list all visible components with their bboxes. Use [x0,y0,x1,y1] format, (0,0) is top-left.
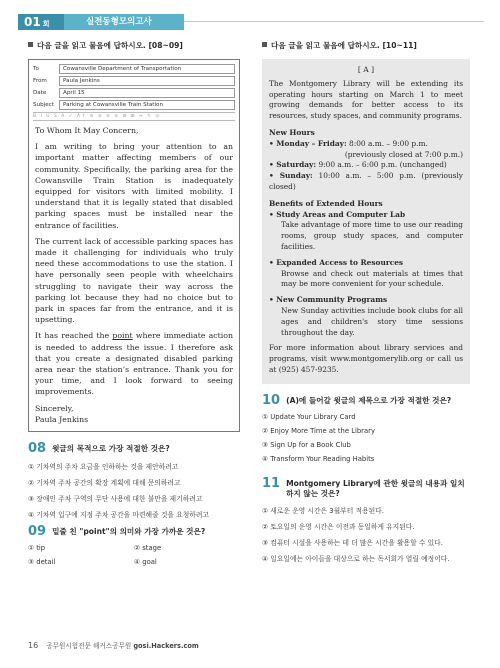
email-paragraph-2: The current lack of accessible parking spaces has made it challenging for individuals who truly need these accommodations to use the station. I have personally seen people with wheelchairs struggling to navigate their way across the parking lot because they had no choice but to park in spaces far from the entrance, and it is upsetting. [35,236,233,325]
email-subject-row: Subject Parking at Cowansville Train Station [33,100,235,110]
underlined-word-point: point [112,331,133,341]
benefits-heading: Benefits of Extended Hours [269,198,383,208]
email-toolbar: B I U S A ✓ A↑ ≡ ≡ ≡ ≡ ⊟ ⊞ ↔ ✎ ◎ [33,112,235,121]
hours-saturday: • Saturday: 9:00 a.m. – 6:00 p.m. (unchanged) [269,160,447,170]
option-2[interactable]: ② Enjoy More Time at the Library [262,426,375,435]
question-10-options [262,413,470,463]
question-text: Montgomery Library에 관한 윗글의 내용과 일치하지 않는 것은? [286,478,465,498]
email-headers [29,60,239,110]
email-from-row: From Paula Jenkins [33,76,235,86]
benefit-2-text: Browse and check out materials at times that may be more convenient for your schedule. [281,268,463,289]
email-date-row: Date April 15 [33,88,235,98]
benefit-1-text: Take advantage of more time to use our reading rooms, group study spaces, and computer facilities. [281,220,463,251]
question-text: 밑줄 친 "point"의 의미와 가장 가까운 것은? [52,527,206,537]
right-column [262,40,470,569]
blank-a-heading: [ A ] [357,65,375,74]
question-09 [28,525,240,538]
option-3[interactable]: ③ Sign Up for a Book Club [262,440,351,449]
page-header [0,14,500,30]
question-number: 08 [28,441,47,457]
header-rule [184,21,484,22]
option-1[interactable]: ① 새로운 운영 시간은 3월부터 적용된다. [262,506,384,515]
question-08-options [28,461,240,519]
section-title: 실전동형모의고사 [64,14,184,30]
option-2[interactable]: ② 기차역 주차 공간의 확장 계획에 대해 문의하려고 [28,479,181,488]
benefit-3-text: New Sunday activities include book clubs for all ages and children's story time sessions throughout the day. [281,305,463,337]
square-bullet-icon [28,42,33,47]
email-to-row: To Cowansville Department of Transportation [33,64,235,74]
email-from-field: Paula Jenkins [59,76,235,86]
notice-intro: The Montgomery Library will be extending its operating hours starting on March 1 to meet growing demands for better access to its resources, study spaces, and community programs. [269,78,463,121]
email-body [29,121,239,431]
option-4[interactable]: ④ 기차역 입구에 지정 주차 공간을 마련해줄 것을 요청하려고 [28,511,209,520]
test-number-badge [18,14,64,30]
email-passage [28,59,240,432]
hours-weekday: • Monday – Friday: 8:00 a.m. – 9:00 p.m. [269,138,428,148]
publisher-name: 공무원시험전문 해커스공무원 [46,642,132,650]
option-1[interactable]: ① 기차역의 주차 요금을 인하하는 것을 제안하려고 [28,463,179,472]
hours-weekday-note: (previously closed at 7:00 p.m.) [344,149,463,159]
square-bullet-icon [262,42,267,47]
question-number: 10 [262,392,281,408]
benefit-3-heading: • New Community Programs [269,295,388,305]
email-closing: Sincerely, Paula Jenkins [35,403,89,424]
publisher-site[interactable]: gosi.Hackers.com [133,642,199,650]
question-10 [262,394,470,407]
test-number: 01 [24,15,41,29]
test-number-unit: 회 [42,20,50,28]
option-4[interactable]: ④ goal [134,558,157,567]
left-column [28,40,240,566]
notice-outro: For more information about library services and programs, visit www.montgomerylib.org or call us at (925) 457-9235. [269,343,463,374]
instruction-08-09: 다음 글을 읽고 물음에 답하시오. [08~09] [28,40,240,51]
email-to-field: Cowansville Department of Transportation [59,64,235,74]
option-1[interactable]: ① Update Your Library Card [262,412,356,421]
option-4[interactable]: ④ Transform Your Reading Habits [262,454,375,463]
new-hours-heading: New Hours [269,127,315,137]
option-3[interactable]: ③ 장애인 주차 구역의 무단 사용에 대한 불만을 제기하려고 [28,495,203,504]
email-signature: Paula Jenkins [35,414,89,424]
email-date-field: April 15 [59,88,235,98]
page-footer [28,640,199,650]
email-greeting: To Whom It May Concern, [35,126,139,135]
question-08 [28,442,240,455]
option-3[interactable]: ③ detail [28,558,56,567]
email-paragraph-3: It has reached the point where immediate action is needed to address the issue. I therefore ask that you create a designated disabled parking area near the station’s entrance. Thank you for your time, and I look forward to seeing improvements. [35,331,233,397]
benefit-2-heading: • Expanded Access to Resources [269,257,404,267]
question-text: (A)에 들어갈 윗글의 제목으로 가장 적절한 것은? [286,395,452,405]
question-number: 09 [28,524,47,540]
question-number: 11 [262,475,281,491]
question-11-options [262,505,470,563]
benefit-1-heading: • Study Areas and Computer Lab [269,209,406,219]
question-11 [262,477,470,499]
instruction-10-11: 다음 글을 읽고 물음에 답하시오. [10~11] [262,40,470,51]
page-number: 16 [28,641,39,650]
option-4[interactable]: ④ 일요일에는 아이들을 대상으로 하는 독서회가 열릴 예정이다. [262,554,450,563]
option-2[interactable]: ② 토요일의 운영 시간은 이전과 동일하게 유지된다. [262,522,415,531]
option-1[interactable]: ① tip [28,544,46,553]
option-3[interactable]: ③ 컴퓨터 시설을 사용하는 데 더 많은 시간을 활용할 수 있다. [262,538,443,547]
email-subject-field: Parking at Cowansville Train Station [59,100,235,110]
question-text: 윗글의 목적으로 가장 적절한 것은? [52,444,170,454]
email-paragraph-1: I am writing to bring your attention to an important matter affecting members of our community. Specifically, the parking area for the Cowansville Train Station is inadequately equipped for visitors with limited mobility. I understand that it is legally stated that disabled parking spaces must be installed near the entrance of facilities. [35,142,233,230]
option-2[interactable]: ② stage [134,544,162,553]
library-notice [262,59,470,384]
hours-sunday: • Sunday: 10:00 a.m. – 5:00 p.m. (previously closed) [269,171,463,191]
question-09-options [28,544,240,566]
